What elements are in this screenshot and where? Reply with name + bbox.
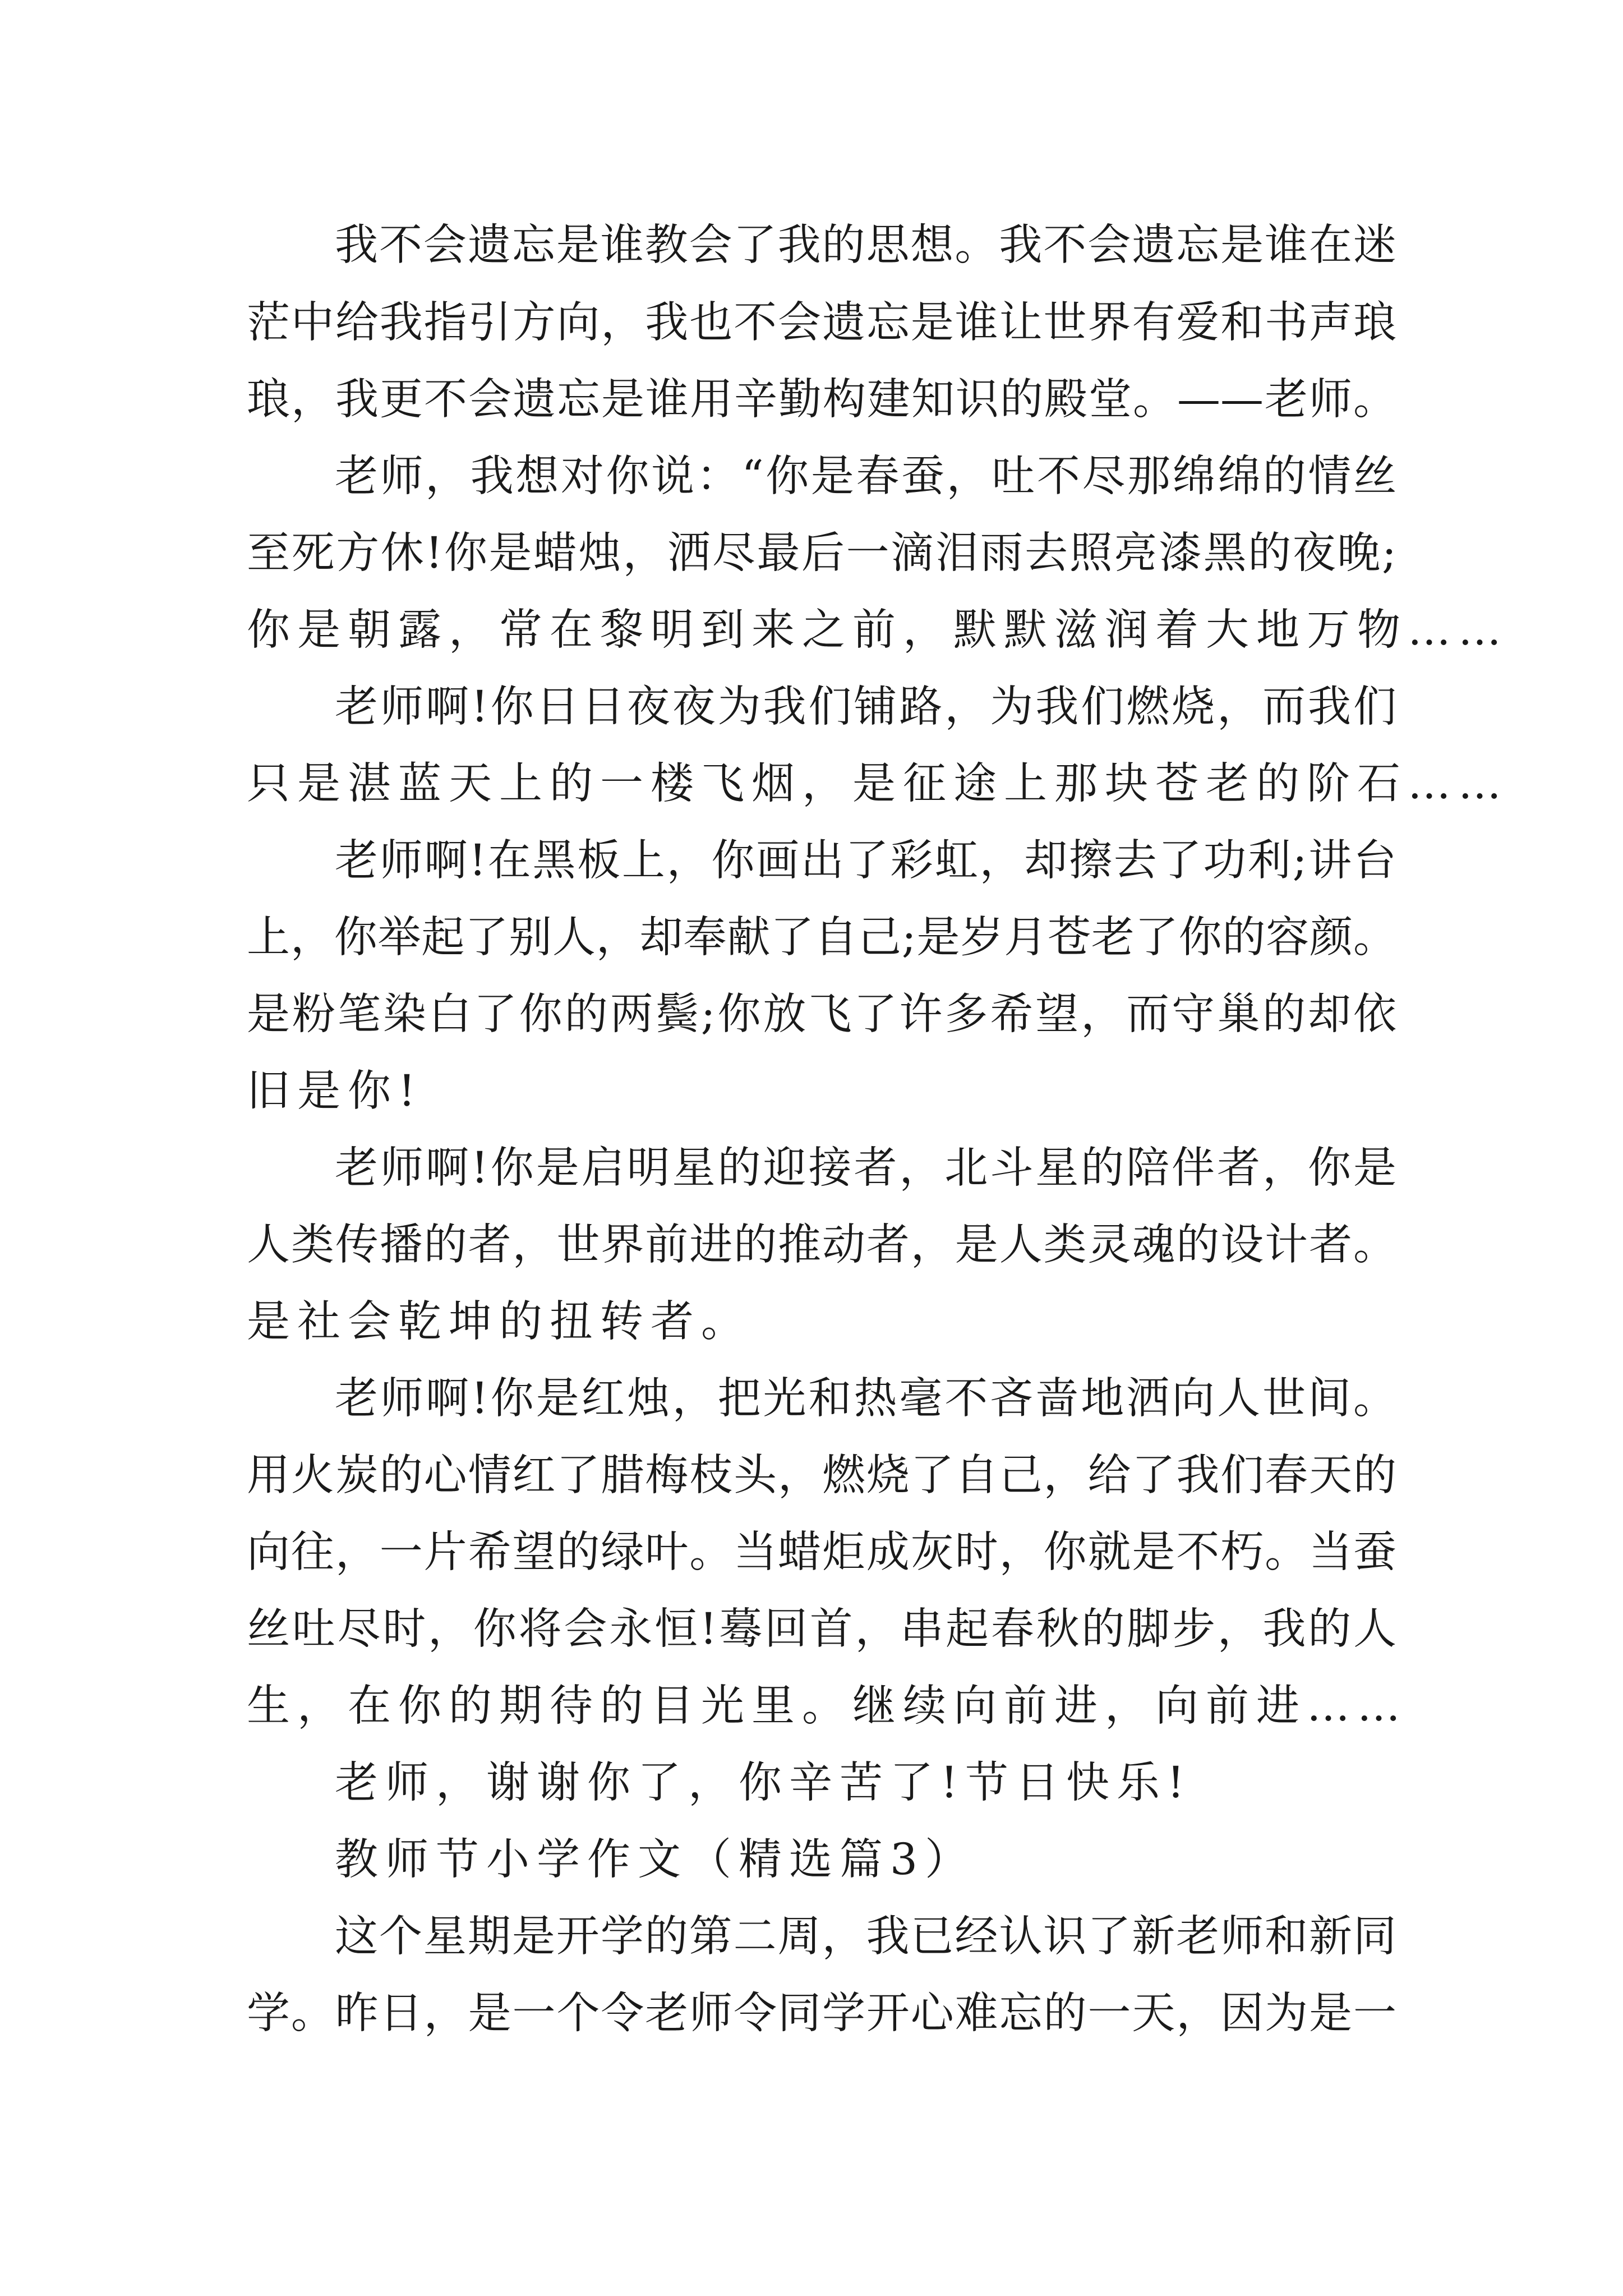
text-line: 旧是你! bbox=[247, 1066, 423, 1116]
text-line: 老师，谢谢你了，你辛苦了!节日快乐! bbox=[335, 1758, 1192, 1808]
text-line: 老师啊!在黑板上，你画出了彩虹，却擦去了功利;讲台 bbox=[335, 836, 1396, 886]
text-line: 茫中给我指引方向，我也不会遗忘是谁让世界有爱和书声琅 bbox=[247, 298, 1396, 348]
text-line: 老师啊!你是红烛，把光和热毫不吝啬地洒向人世间。 bbox=[335, 1374, 1396, 1424]
text-line: 老师啊!你是启明星的迎接者，北斗星的陪伴者，你是 bbox=[335, 1143, 1396, 1193]
text-line: 老师啊!你日日夜夜为我们铺路，为我们燃烧，而我们 bbox=[335, 682, 1396, 732]
text-line: 丝吐尽时，你将会永恒!蓦回首，串起春秋的脚步，我的人 bbox=[247, 1604, 1396, 1654]
text-line: 是社会乾坤的扭转者。 bbox=[247, 1297, 751, 1347]
text-line: 至死方休!你是蜡烛，洒尽最后一滴泪雨去照亮漆黑的夜晚; bbox=[247, 528, 1396, 578]
text-line: 生，在你的期待的目光里。继续向前进，向前进…… bbox=[247, 1681, 1408, 1731]
text-line: 学。昨日，是一个令老师令同学开心难忘的一天，因为是一 bbox=[247, 1989, 1396, 2039]
text-line: 老师，我想对你说：“你是春蚕，吐不尽那绵绵的情丝 bbox=[335, 452, 1396, 501]
text-line: 我不会遗忘是谁教会了我的思想。我不会遗忘是谁在迷 bbox=[335, 220, 1396, 270]
text-line: 向往，一片希望的绿叶。当蜡炬成灰时，你就是不朽。当蚕 bbox=[247, 1527, 1396, 1577]
text-line: 这个星期是开学的第二周，我已经认识了新老师和新同 bbox=[335, 1912, 1396, 1962]
text-line: 用火炭的心情红了腊梅枝头，燃烧了自己，给了我们春天的 bbox=[247, 1451, 1396, 1501]
text-line: 琅，我更不会遗忘是谁用辛勤构建知识的殿堂。——老师。 bbox=[247, 375, 1396, 425]
text-line: 人类传播的者，世界前进的推动者，是人类灵魂的设计者。 bbox=[247, 1220, 1396, 1270]
text-line: 上，你举起了别人，却奉献了自己;是岁月苍老了你的容颜。 bbox=[247, 913, 1396, 963]
text-line: 是粉笔染白了你的两鬓;你放飞了许多希望，而守巢的却依 bbox=[247, 990, 1396, 1039]
text-line: 你是朝露，常在黎明到来之前，默默滋润着大地万物…… bbox=[247, 605, 1509, 655]
section-heading: 教师节小学作文（精选篇3） bbox=[335, 1835, 975, 1885]
text-line: 只是湛蓝天上的一楼飞烟，是征途上那块苍老的阶石…… bbox=[247, 759, 1509, 809]
